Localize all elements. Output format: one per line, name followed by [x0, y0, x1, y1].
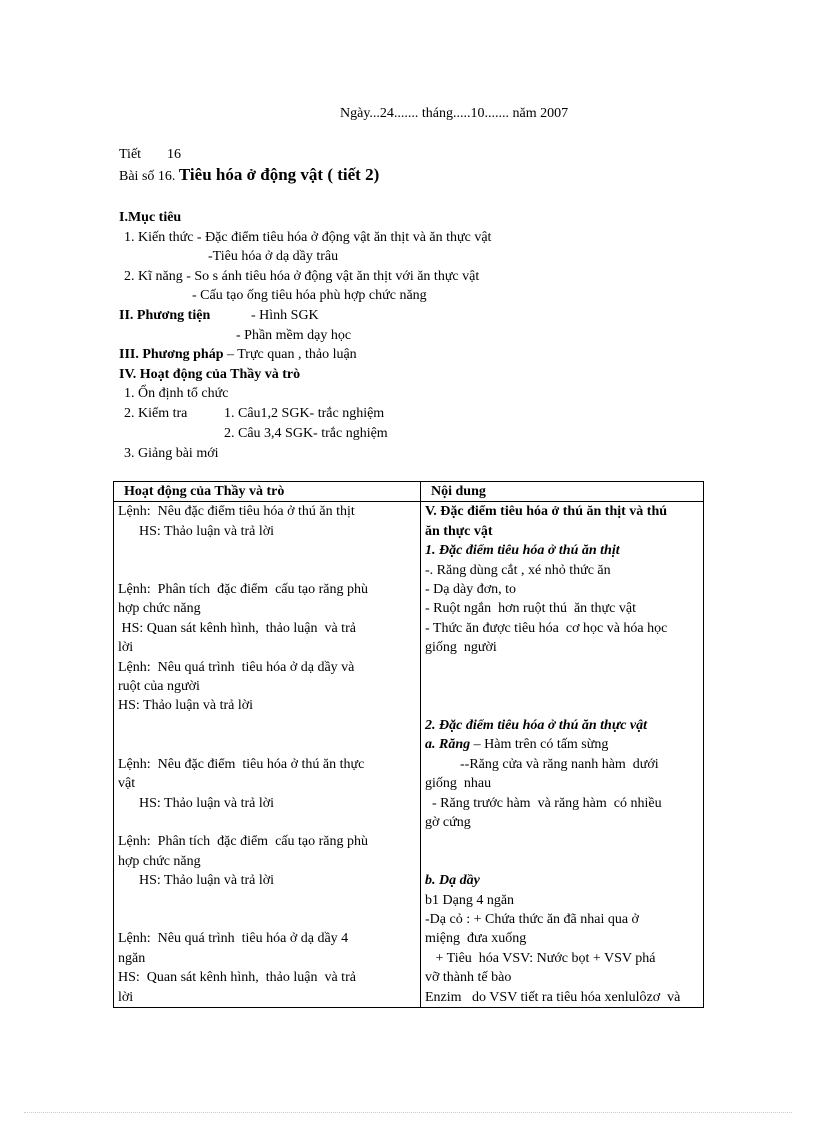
right-cell-line — [425, 502, 699, 521]
right-cell-line — [425, 774, 699, 793]
tiet-label: Tiết — [119, 147, 142, 162]
right-cell-text: giống người — [425, 640, 497, 656]
right-cell-text: - Răng trước hàm và răng hàm có nhiều — [425, 795, 662, 811]
right-cell-line — [425, 580, 699, 599]
right-cell-line — [425, 677, 699, 696]
left-cell-line: lời — [118, 640, 134, 656]
ki-nang-line-1: 2. Kĩ năng - So s ánh tiêu hóa ở động vật ăn thịt với ăn thực vật — [124, 269, 480, 284]
right-cell-text — [425, 660, 429, 675]
ki-nang-line-2: - Cấu tạo ống tiêu hóa phù hợp chức năng — [192, 288, 427, 303]
right-cell-line — [425, 638, 699, 657]
teacher-student-column — [114, 502, 421, 1008]
right-cell-line — [425, 832, 699, 851]
right-cell-text: -Dạ cỏ : + Chứa thức ăn đã nhai qua ở — [425, 911, 639, 927]
right-cell-text: b1 Dạng 4 ngăn — [425, 892, 515, 908]
giang-bai-line: 3. Giảng bài mới — [124, 446, 219, 461]
left-cell-line: lời — [118, 989, 134, 1005]
right-cell-text: a. Răng — [425, 737, 471, 753]
right-cell-line — [425, 561, 699, 580]
kiem-tra-label: 2. Kiểm tra — [124, 406, 188, 421]
kiem-tra-line-1: 1. Câu1,2 SGK- trắc nghiệm — [224, 406, 385, 421]
left-cell-line: HS: Thảo luận và trả lời — [118, 698, 254, 714]
left-cell-line — [118, 735, 416, 754]
right-cell-line — [425, 871, 699, 890]
right-cell-line — [425, 813, 699, 832]
right-cell-text: - Thức ăn được tiêu hóa cơ học và hóa học — [425, 620, 668, 636]
left-cell-line: Lệnh: Phân tích đặc điểm cấu tạo răng phù — [118, 834, 368, 850]
right-cell-text: b. Dạ dầy — [425, 873, 480, 889]
phuong-phap-label: III. Phương pháp — [119, 347, 224, 362]
right-cell-text: vỡ thành tế bào — [425, 970, 512, 986]
left-cell-line: Lệnh: Nêu đặc điểm tiêu hóa ở thú ăn thịt — [118, 504, 355, 520]
right-cell-text: gờ cứng — [425, 814, 471, 830]
col2-header: Nội dung — [421, 482, 704, 502]
right-cell-text: - Ruột ngắn hơn ruột thú ăn thực vật — [425, 601, 636, 617]
right-cell-line — [425, 716, 699, 735]
kiem-tra-line-2: 2. Câu 3,4 SGK- trắc nghiệm — [224, 426, 388, 441]
lesson-heading — [119, 165, 379, 186]
right-cell-line — [425, 910, 699, 929]
section-phuong-tien: II. Phương tiện — [119, 308, 211, 323]
left-cell-line — [118, 910, 416, 929]
phuong-tien-line-2: - Phần mềm dạy học — [236, 328, 352, 343]
right-cell-line — [425, 968, 699, 987]
right-cell-text: -. Răng dùng cắt , xé nhỏ thức ăn — [425, 562, 611, 578]
right-cell-text: - Dạ dày đơn, to — [425, 582, 516, 598]
right-cell-line — [425, 619, 699, 638]
right-cell-line — [425, 988, 699, 1007]
phuong-tien-line-1: - Hình SGK — [251, 308, 319, 323]
right-cell-line — [425, 929, 699, 948]
kien-thuc-line-2: -Tiêu hóa ở dạ dầy trâu — [208, 249, 339, 264]
lesson-table — [113, 481, 704, 1008]
left-cell-line: ngăn — [118, 950, 146, 966]
left-cell-line — [118, 891, 416, 910]
content-column — [421, 502, 704, 1008]
right-cell-text: ăn thực vật — [425, 523, 493, 539]
tiet-number: 16 — [167, 147, 181, 162]
left-cell-line: vật — [118, 776, 136, 792]
left-cell-line — [118, 541, 416, 560]
right-cell-line — [425, 891, 699, 910]
left-cell-line: Lệnh: Nêu quá trình tiêu hóa ở dạ dầy 4 — [118, 931, 349, 947]
left-cell-line: HS: Thảo luận và trả lời — [118, 523, 275, 539]
right-cell-text: Enzim do VSV tiết ra tiêu hóa xenlulôzơ và — [425, 989, 681, 1005]
right-cell-line — [425, 599, 699, 618]
right-cell-text: miệng đưa xuống — [425, 931, 527, 947]
phuong-phap-text: – Trực quan , thảo luận — [223, 347, 357, 362]
left-cell-line: HS: Thảo luận và trả lời — [118, 795, 275, 811]
page-bottom-rule — [24, 1112, 792, 1113]
right-cell-line — [425, 522, 699, 541]
left-cell-line: hợp chức năng — [118, 853, 201, 869]
left-cell-line: Lệnh: Phân tích đặc điểm cấu tạo răng phù — [118, 582, 368, 598]
left-cell-line — [118, 561, 416, 580]
left-cell-line: Lệnh: Nêu đặc điểm tiêu hóa ở thú ăn thực — [118, 756, 365, 772]
right-cell-text: V. Đặc điểm tiêu hóa ở thú ăn thịt và thú — [425, 504, 668, 520]
left-cell-line: HS: Thảo luận và trả lời — [118, 873, 275, 889]
table-header-row — [114, 482, 704, 502]
right-cell-text: 2. Đặc điểm tiêu hóa ở thú ăn thực vật — [425, 717, 648, 733]
right-cell-text: + Tiêu hóa VSV: Nước bọt + VSV phá — [425, 950, 656, 966]
right-cell-line — [425, 541, 699, 560]
left-cell-line — [118, 813, 416, 832]
right-cell-text: --Răng cửa và răng nanh hàm dưới — [425, 756, 659, 772]
right-cell-line — [425, 696, 699, 715]
col1-header: Hoạt động của Thầy và trò — [114, 482, 421, 502]
right-cell-text — [425, 679, 429, 694]
right-cell-text — [425, 854, 429, 869]
left-cell-line: hợp chức năng — [118, 601, 201, 617]
right-cell-line — [425, 755, 699, 774]
right-cell-line — [425, 949, 699, 968]
right-cell-text: giống nhau — [425, 776, 492, 792]
left-cell-line — [118, 716, 416, 735]
left-cell-line: ruột của người — [118, 679, 200, 695]
right-cell-text — [425, 698, 429, 713]
right-cell-line — [425, 794, 699, 813]
section-phuong-phap — [119, 345, 357, 364]
lesson-prefix: Bài số 16. — [119, 169, 176, 184]
left-cell-line: Lệnh: Nêu quá trình tiêu hóa ở dạ dầy và — [118, 659, 355, 675]
left-cell-line: HS: Quan sát kênh hình, thảo luận và trả — [118, 970, 356, 986]
section-muc-tieu: I.Mục tiêu — [119, 210, 182, 225]
right-cell-line — [425, 735, 699, 754]
right-cell-text — [425, 834, 429, 849]
right-cell-suffix: – Hàm trên có tấm sừng — [470, 737, 609, 753]
right-cell-line — [425, 852, 699, 871]
left-cell-line: HS: Quan sát kênh hình, thảo luận và trả — [118, 620, 356, 636]
table-body-row — [114, 502, 704, 1008]
lesson-title: Tiêu hóa ở động vật ( tiết 2) — [178, 165, 380, 184]
section-hoat-dong: IV. Hoạt động của Thầy và trò — [119, 367, 301, 382]
right-cell-text: 1. Đặc điểm tiêu hóa ở thú ăn thịt — [425, 543, 620, 559]
date-line: Ngày...24....... tháng.....10....... năm 2007 — [340, 106, 569, 121]
right-cell-line — [425, 658, 699, 677]
on-dinh-line: 1. Ổn định tổ chức — [124, 386, 229, 401]
kien-thuc-line-1: 1. Kiến thức - Đặc điểm tiêu hóa ở động vật ăn thịt và ăn thực vật — [124, 230, 492, 245]
